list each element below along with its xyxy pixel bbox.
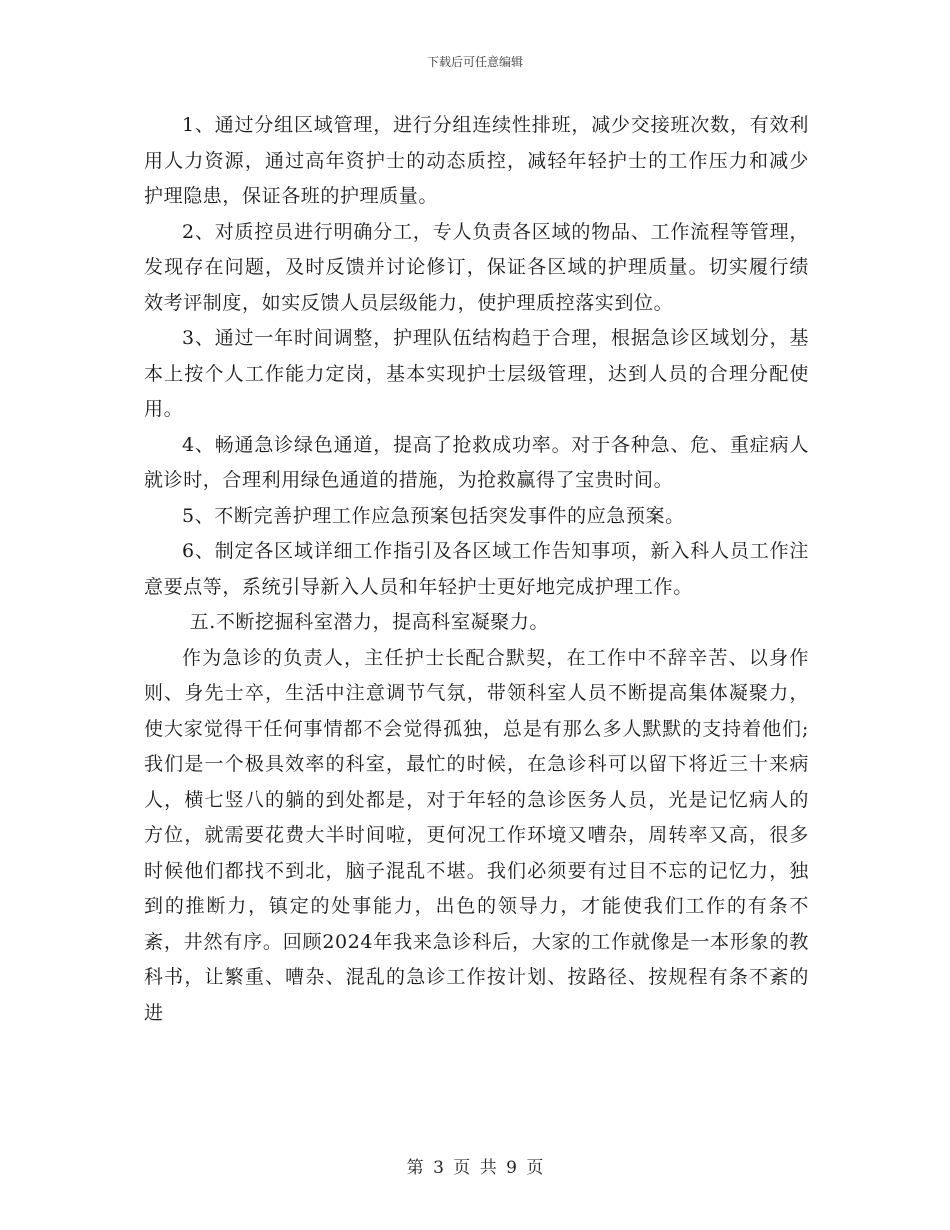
section-heading-five: 五.不断挖掘科室潜力，提高科室凝聚力。 [189, 611, 550, 633]
paragraph-item-3: 3、通过一年时间调整，护理队伍结构趋于合理，根据急诊区域划分，基本上按个人工作能力定岗，基本实现护士层级管理，达到人员的合理分配使用。 [144, 327, 809, 420]
paragraph-body-text: 作为急诊的负责人，主任护士长配合默契，在工作中不辞辛苦、以身作则、身先士卒，生活中注意调节气氛，带领科室人员不断提高集体凝聚力，使大家觉得干任何事情都不会觉得孤独，总是有那么多人默默的支持着他们;我们是一个极具效率的科室，最忙的时候，在急诊科可以留下将近三十来病人，横七竖八的躺的到处都是，对于年轻的急诊医务人员，光是记忆病人的方位，就需要花费大半时间啦，更何况工作环境又嘈杂，周转率又高，很多时候他们都找不到北，脑子混乱不堪。我们必须要有过目不忘的记忆力，独到的推断力，镇定的处事能力，出色的领导力，才能使我们工作的有条不紊，井然有序。回顾2024年我来急诊科后，大家的工作就像是一本形象的教科书，让繁重、嘈杂、混乱的急诊工作按计划、按路径、按规程有条不紊的进 [144, 646, 809, 1024]
document-body [144, 108, 809, 1031]
paragraph-item-4: 4、畅通急诊绿色通道，提高了抢救成功率。对于各种急、危、重症病人就诊时，合理利用绿色通道的措施，为抢救赢得了宝贵时间。 [144, 433, 809, 491]
paragraph-item-5: 5、不断完善护理工作应急预案包括突发事件的应急预案。 [182, 504, 685, 527]
paragraph-item-2: 2、对质控员进行明确分工，专人负责各区域的物品、工作流程等管理，发现存在问题，及时反馈并讨论修订，保证各区域的护理质量。切实履行绩效考评制度，如实反馈人员层级能力，使护理质控落实到位。 [144, 220, 809, 314]
paragraph-item-6: 6、制定各区域详细工作指引及各区域工作告知事项，新入科人员工作注意要点等，系统引导新入人员和年轻护士更好地完成护理工作。 [144, 540, 809, 598]
page-number-footer: 第 3 页 共 9 页 [406, 1158, 544, 1178]
paragraph-item-1: 1、通过分组区域管理，进行分组连续性排班，减少交接班次数，有效利用人力资源，通过高年资护士的动态质控，减轻年轻护士的工作压力和减少护理隐患，保证各班的护理质量。 [144, 114, 809, 207]
page-header-note: 下载后可任意编辑 [426, 55, 523, 69]
